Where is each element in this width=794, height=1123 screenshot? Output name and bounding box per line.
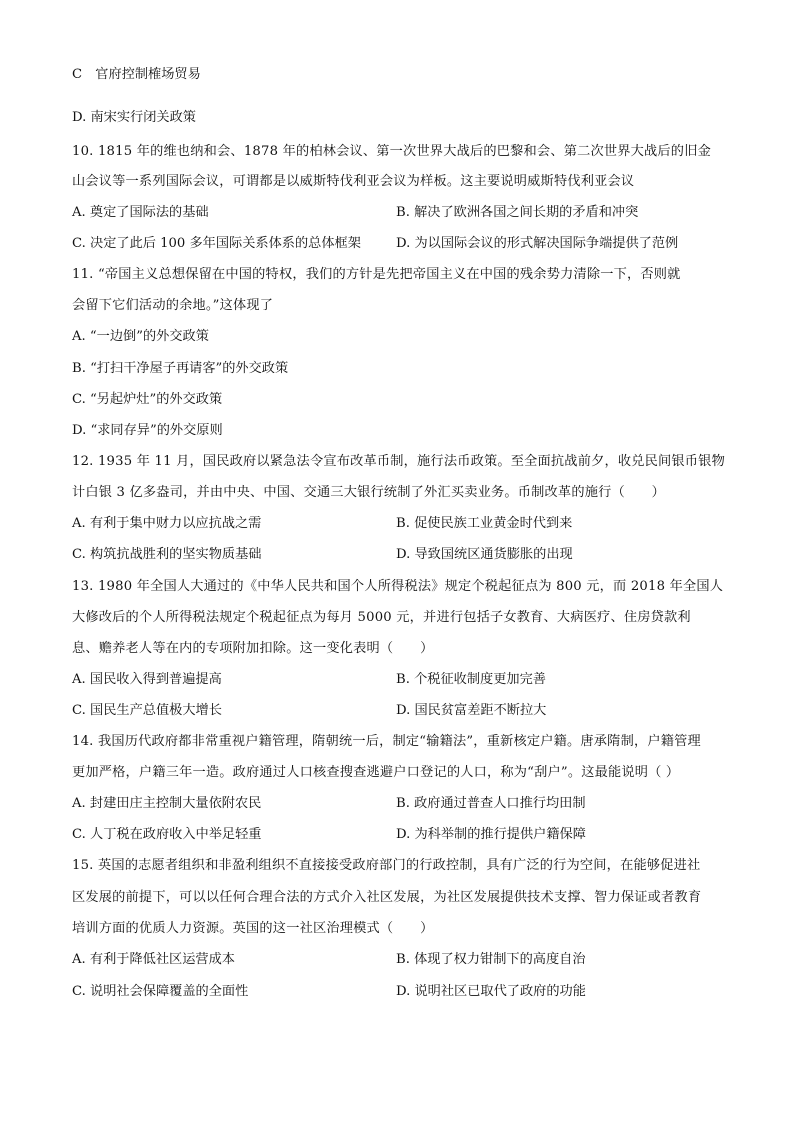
question-13-line-3: 息、赡养老人等在内的专项附加扣除。这一变化表明（ ）: [72, 641, 434, 656]
question-15-line-1: 15. 英国的志愿者组织和非盈利组织不直接接受政府部门的行政控制，具有广泛的行为空间，在能够促进社: [72, 858, 701, 873]
question-13-option-d: D. 国民贫富差距不断拉大: [396, 703, 547, 718]
question-10-line-1: 10. 1815 年的维也纳和会、1878 年的柏林会议、第一次世界大战后的巴黎和会、第二次世界大战后的旧金: [72, 144, 711, 159]
question-11-option-a: A. “一边倒”的外交政策: [72, 329, 209, 344]
question-11-option-b: B. “打扫干净屋子再请客”的外交政策: [72, 361, 289, 376]
question-10-options-row-1: [72, 204, 732, 222]
question-12-option-d: D. 导致国统区通货膨胀的出现: [396, 547, 573, 562]
question-15-options-row-1: [72, 951, 732, 969]
question-11-line-1: 11. “帝国主义总想保留在中国的特权，我们的方针是先把帝国主义在中国的残余势力清除一下，否则就: [72, 267, 681, 282]
question-15-option-c: C. 说明社会保障覆盖的全面性: [72, 984, 249, 999]
question-10-line-2: 山会议等一系列国际会议，可谓都是以威斯特伐利亚会议为样板。这主要说明威斯特伐利亚会议: [72, 174, 635, 189]
question-14-option-d: D. 为科举制的推行提供户籍保障: [396, 827, 586, 842]
option-c-previous: C 官府控制榷场贸易: [72, 67, 201, 82]
question-14-option-a: A. 封建田庄主控制大量依附农民: [72, 796, 262, 811]
question-10-option-d: D. 为以国际会议的形式解决国际争端提供了范例: [396, 236, 679, 251]
question-10-option-a: A. 奠定了国际法的基础: [72, 205, 209, 220]
question-13-line-2: 大修改后的个人所得税法规定个税起征点为每月 5000 元，并进行包括子女教育、大病医疗、住房贷款利: [72, 610, 691, 625]
question-14-option-b: B. 政府通过普查人口推行均田制: [396, 796, 586, 811]
question-13-options-row-2: [72, 702, 732, 720]
question-10-options-row-2: [72, 235, 732, 253]
question-13-option-a: A. 国民收入得到普遍提高: [72, 672, 222, 687]
question-15-options-row-2: [72, 983, 732, 1001]
question-13-options-row-1: [72, 671, 732, 689]
option-d-previous: D. 南宋实行闭关政策: [72, 110, 196, 125]
question-12-line-1: 12. 1935 年 11 月，国民政府以紧急法令宣布改革币制，施行法币政策。至全面抗战前夕，收兑民间银币银物: [72, 454, 725, 469]
question-12-line-2: 计白银 3 亿多盎司，并由中央、中国、交通三大银行统制了外汇买卖业务。币制改革的施行（ ）: [72, 485, 666, 500]
question-10-option-c: C. 决定了此后 100 多年国际关系体系的总体框架: [72, 236, 361, 251]
question-15-option-a: A. 有利于降低社区运营成本: [72, 952, 235, 967]
question-15-line-3: 培训方面的优质人力资源。英国的这一社区治理模式（ ）: [72, 921, 434, 936]
question-14-line-2: 更加严格，户籍三年一造。政府通过人口核查搜查逃避户口登记的人口，称为“刮户”。这最能说明（ ）: [72, 765, 680, 780]
question-12-options-row-2: [72, 546, 732, 564]
question-14-options-row-2: [72, 826, 732, 844]
question-14-options-row-1: [72, 795, 732, 813]
question-11-option-c: C. “另起炉灶”的外交政策: [72, 392, 223, 407]
question-15-option-b: B. 体现了权力钳制下的高度自治: [396, 952, 586, 967]
question-15-line-2: 区发展的前提下，可以以任何合理合法的方式介入社区发展，为社区发展提供技术支撑、智力保证或者教育: [72, 890, 702, 905]
question-14-line-1: 14. 我国历代政府都非常重视户籍管理，隋朝统一后，制定“输籍法”，重新核定户籍。唐承隋制，户籍管理: [72, 734, 701, 749]
question-13-line-1: 13. 1980 年全国人大通过的《中华人民共和国个人所得税法》规定个税起征点为 800 元，而 2018 年全国人: [72, 579, 724, 594]
question-10-option-b: B. 解决了欧洲各国之间长期的矛盾和冲突: [396, 205, 639, 220]
question-11-option-d: D. “求同存异”的外交原则: [72, 423, 223, 438]
question-12-option-c: C. 构筑抗战胜利的坚实物质基础: [72, 547, 262, 562]
question-13-option-b: B. 个税征收制度更加完善: [396, 672, 546, 687]
question-14-option-c: C. 人丁税在政府收入中举足轻重: [72, 827, 262, 842]
question-12-option-b: B. 促使民族工业黄金时代到来: [396, 516, 573, 531]
question-12-options-row-1: [72, 515, 732, 533]
question-12-option-a: A. 有利于集中财力以应抗战之需: [72, 516, 262, 531]
question-15-option-d: D. 说明社区已取代了政府的功能: [396, 984, 586, 999]
question-13-option-c: C. 国民生产总值极大增长: [72, 703, 222, 718]
question-11-line-2: 会留下它们活动的余地。”这体现了: [72, 298, 274, 313]
